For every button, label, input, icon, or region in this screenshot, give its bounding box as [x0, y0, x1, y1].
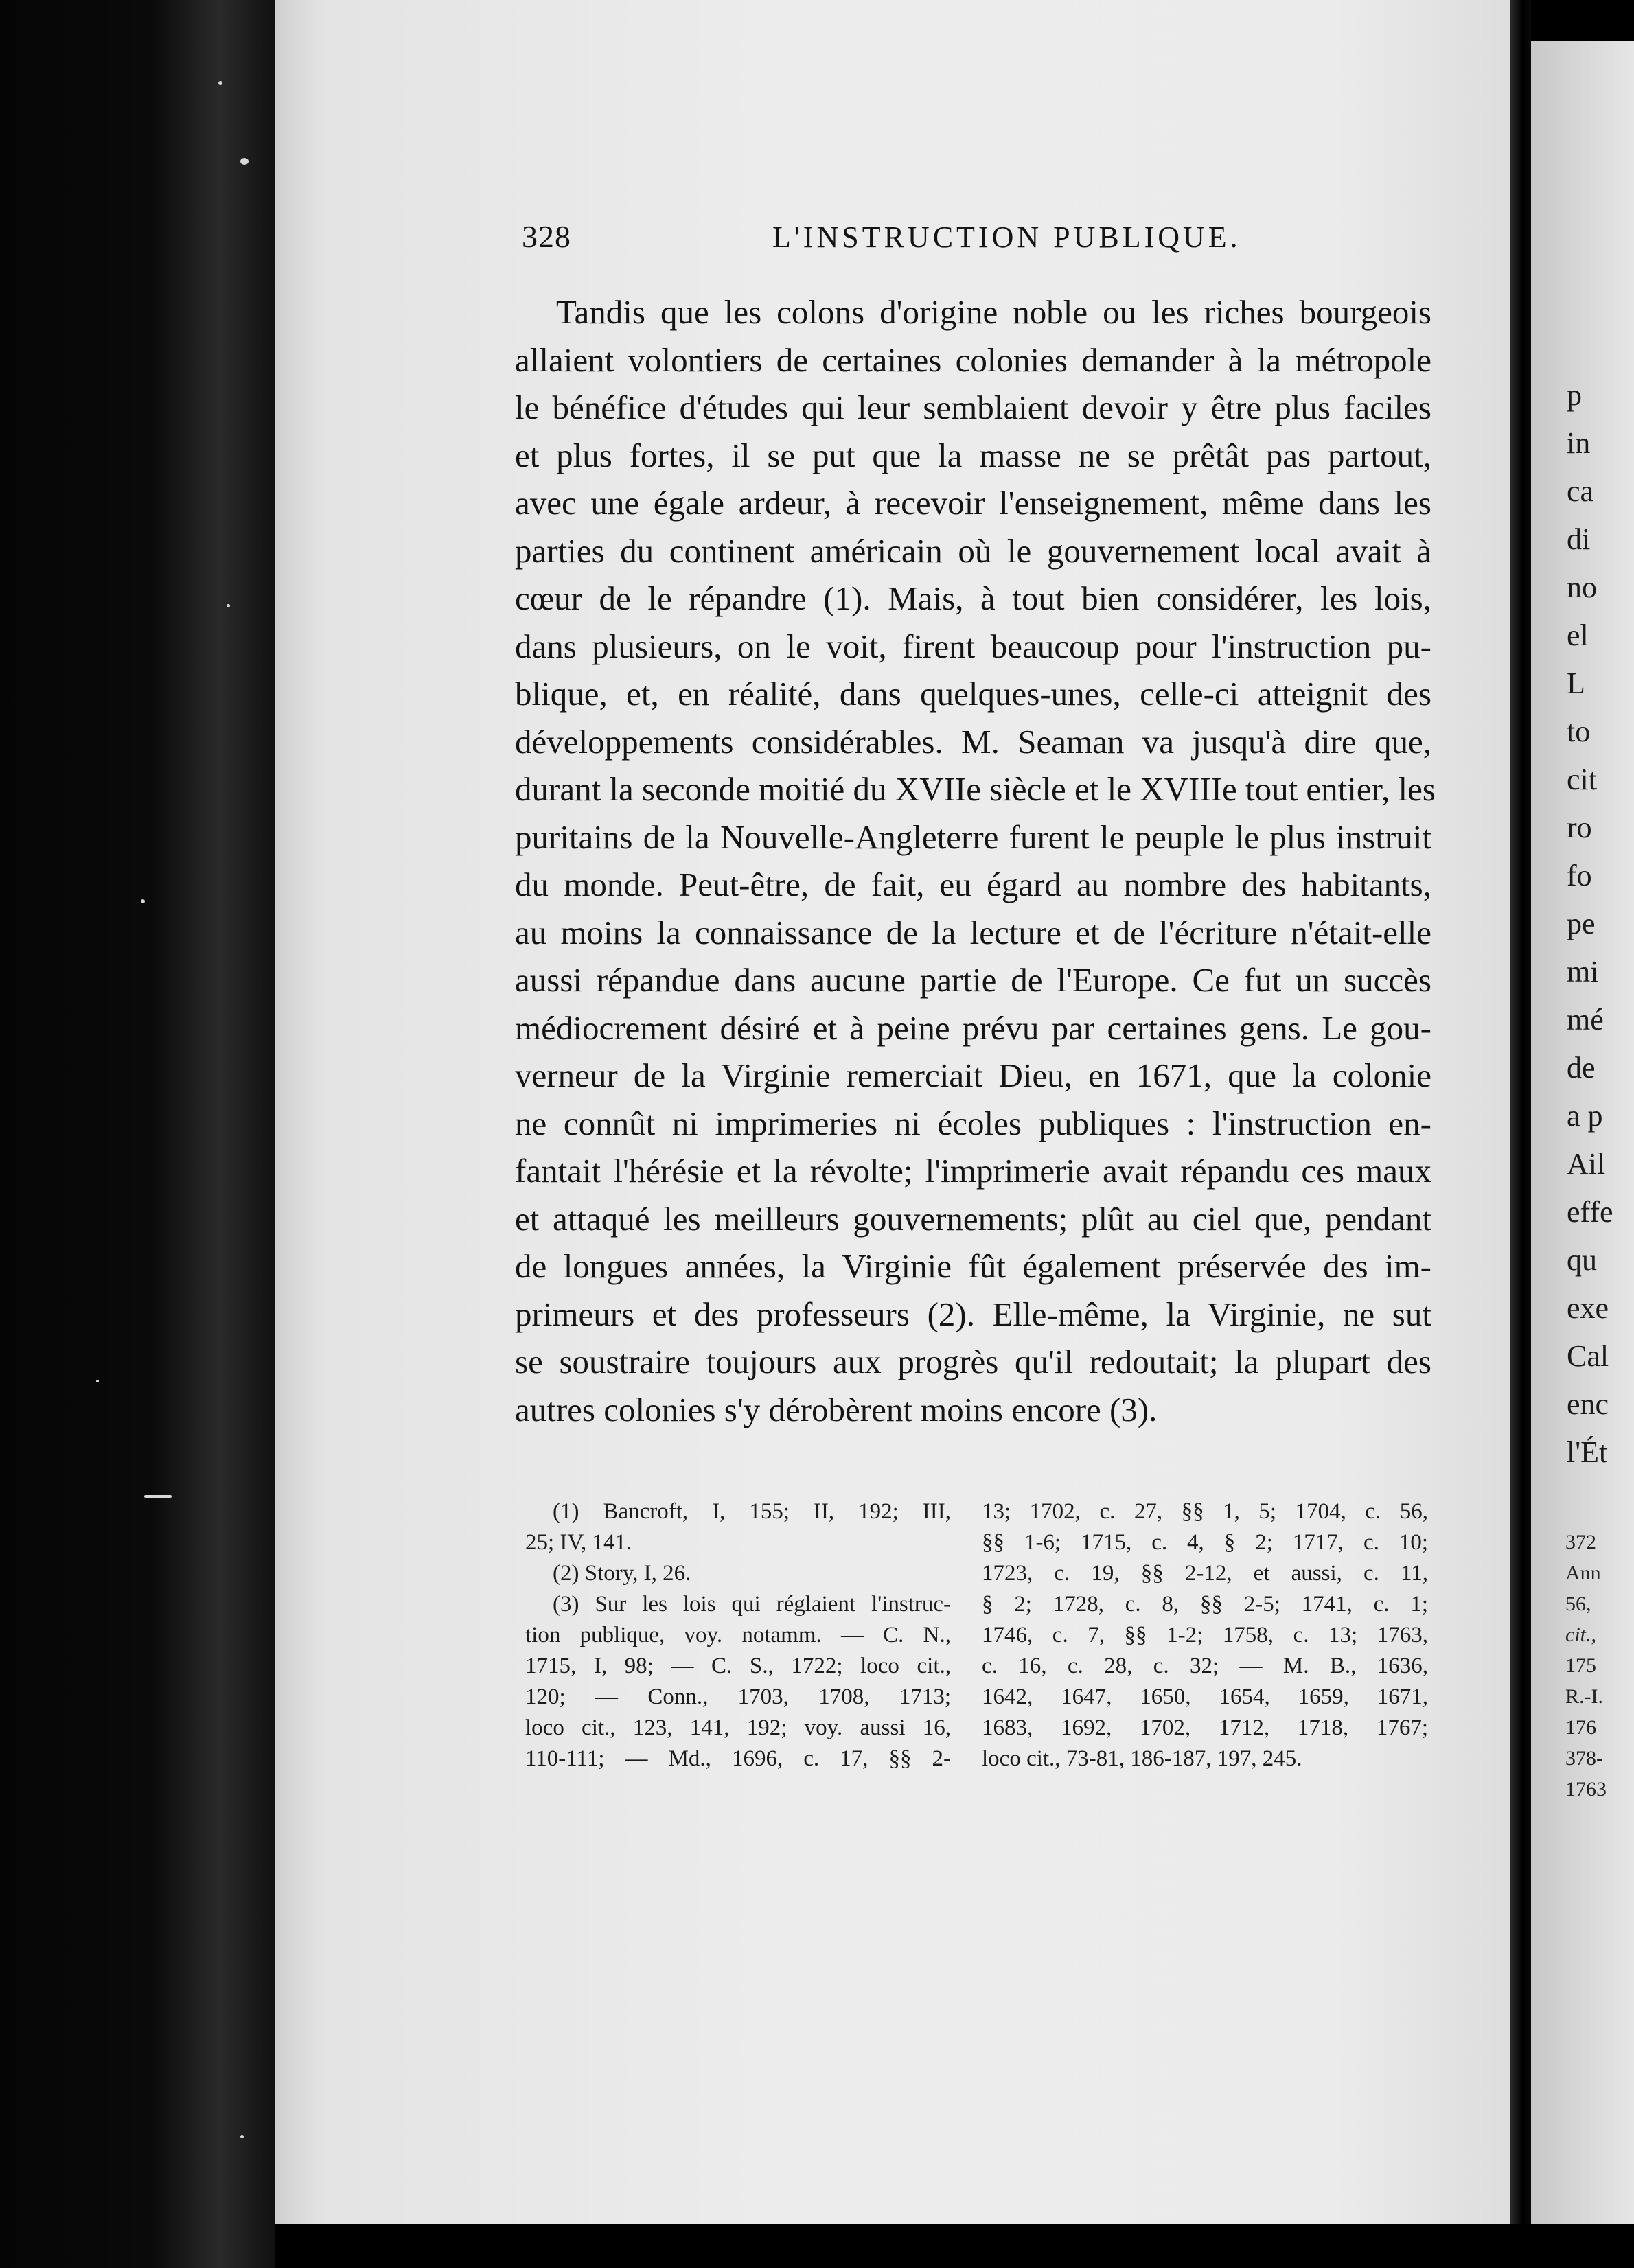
footnote-line: § 2; 1728, c. 8, §§ 2-5; 1741, c. 1;	[982, 1592, 1428, 1617]
next-page-fragment: Cal	[1567, 1339, 1609, 1373]
next-page-fragment: Ail	[1567, 1147, 1606, 1181]
next-page-fragment: ro	[1567, 811, 1592, 844]
body-line: et plus fortes, il se put que la masse ne se prêtât pas partout,	[515, 436, 1431, 474]
footnote-line: c. 16, c. 28, c. 32; — M. B., 1636,	[982, 1654, 1428, 1678]
next-page-fragment: p	[1567, 378, 1582, 412]
running-head	[515, 218, 1435, 259]
left-binding-edge	[0, 0, 275, 2268]
body-text	[515, 288, 1436, 1433]
body-line: développements considérables. M. Seaman va jusqu'à dire que,	[515, 722, 1431, 761]
next-page-fragment: el	[1567, 618, 1589, 652]
body-line: ne connût ni imprimeries ni écoles publiques : l'instruction en-	[515, 1104, 1431, 1142]
next-page-note-fragment: 176	[1565, 1716, 1596, 1739]
next-page-fragment: ca	[1567, 474, 1594, 508]
footnote-line: §§ 1-6; 1715, c. 4, § 2; 1717, c. 10;	[982, 1530, 1428, 1555]
next-page-note-fragment: 1763	[1565, 1778, 1607, 1801]
footnote-line: 1723, c. 19, §§ 2-12, et aussi, c. 11,	[982, 1561, 1428, 1586]
next-page-note-fragment: cit.,	[1565, 1623, 1596, 1646]
next-page-edge	[1531, 41, 1634, 2224]
body-line: fantait l'hérésie et la révolte; l'imprimerie avait répandu ces maux	[515, 1152, 1431, 1190]
body-line: et attaqué les meilleurs gouvernements; plût au ciel que, pendant	[515, 1199, 1431, 1238]
next-page-fragment: l'Ét	[1567, 1435, 1608, 1469]
scanner-bottom-edge	[275, 2224, 1634, 2268]
footnote-line: (2) Story, I, 26.	[553, 1561, 691, 1586]
next-page-fragment: effe	[1567, 1195, 1613, 1229]
footnote-line: loco cit., 73-81, 186-187, 197, 245.	[982, 1746, 1302, 1771]
next-page-fragment: mi	[1567, 955, 1599, 988]
body-line: se soustraire toujours aux progrès qu'il redoutait; la plupart des	[515, 1343, 1431, 1380]
body-line: durant la seconde moitié du XVIIe siècle et le XVIIIe tout entier, les	[515, 770, 1436, 808]
running-title: L'INSTRUCTION PUBLIQUE.	[772, 220, 1241, 254]
next-page-fragment: L	[1567, 667, 1585, 700]
footnote-line: 13; 1702, c. 27, §§ 1, 5; 1704, c. 56,	[982, 1499, 1428, 1524]
next-page-fragment: qu	[1567, 1243, 1597, 1277]
body-line: autres colonies s'y dérobèrent moins encore (3).	[515, 1390, 1158, 1428]
footnote-line: (3) Sur les lois qui réglaient l'instruc-	[553, 1592, 951, 1617]
body-line: verneur de la Virginie remerciait Dieu, en 1671, que la colonie	[515, 1056, 1431, 1094]
footnote-line: 1683, 1692, 1702, 1712, 1718, 1767;	[982, 1715, 1428, 1740]
footnote-line: 110-111; — Md., 1696, c. 17, §§ 2-	[525, 1746, 951, 1771]
page-gutter	[1510, 0, 1531, 2268]
next-page-fragment: fo	[1567, 859, 1592, 892]
body-line: de longues années, la Virginie fût également préservée des im-	[515, 1247, 1431, 1285]
footnote-line: 1746, c. 7, §§ 1-2; 1758, c. 13; 1763,	[982, 1623, 1428, 1647]
next-page-fragment: cit	[1567, 763, 1597, 796]
footnote-line: 1715, I, 98; — C. S., 1722; loco cit.,	[525, 1654, 951, 1678]
footnote-line: 1642, 1647, 1650, 1654, 1659, 1671,	[982, 1685, 1428, 1709]
body-line: médiocrement désiré et à peine prévu par certaines gens. Le gou-	[515, 1008, 1431, 1047]
next-page-note-fragment: 378-	[1565, 1747, 1603, 1770]
body-line: allaient volontiers de certaines colonies demander à la métropole	[515, 340, 1431, 379]
footnote-line: loco cit., 123, 141, 192; voy. aussi 16,	[525, 1715, 951, 1740]
next-page-note-fragment: R.-I.	[1565, 1685, 1603, 1708]
body-line: parties du continent américain où le gouvernement local avait à	[515, 531, 1431, 570]
footnote-line: tion publique, voy. notamm. — C. N.,	[525, 1623, 951, 1647]
next-page-note-fragment: Ann	[1565, 1562, 1601, 1584]
next-page-fragment: a p	[1567, 1099, 1603, 1133]
footnote-line: (1) Bancroft, I, 155; II, 192; III,	[553, 1499, 951, 1524]
body-line: blique, et, en réalité, dans quelques-unes, celle-ci atteignit des	[515, 675, 1431, 713]
body-line: dans plusieurs, on le voit, firent beaucoup pour l'instruction pu-	[515, 627, 1431, 665]
next-page-fragment: enc	[1567, 1387, 1609, 1421]
footnotes-right-column	[982, 1496, 1428, 1774]
body-line: primeurs et des professeurs (2). Elle-même, la Virginie, ne sut	[515, 1295, 1431, 1333]
next-page-fragment: mé	[1567, 1003, 1604, 1037]
page-number: 328	[522, 219, 571, 254]
next-page-fragment: exe	[1567, 1291, 1609, 1325]
next-page-fragment: pe	[1567, 907, 1596, 940]
body-line: avec une égale ardeur, à recevoir l'enseignement, même dans les	[515, 484, 1431, 522]
footnote-line: 120; — Conn., 1703, 1708, 1713;	[525, 1685, 951, 1709]
next-page-fragment: no	[1567, 570, 1597, 604]
body-line: aussi répandue dans aucune partie de l'Europe. Ce fut un succès	[515, 961, 1431, 999]
next-page-note-fragment: 372	[1565, 1531, 1596, 1553]
next-page-fragment: to	[1567, 715, 1591, 748]
next-page-note-fragment: 175	[1565, 1654, 1596, 1677]
next-page-fragment: di	[1567, 522, 1591, 556]
next-page-note-fragment: 56,	[1565, 1593, 1591, 1615]
body-line: au moins la connaissance de la lecture et de l'écriture n'était-elle	[515, 913, 1431, 951]
next-page-fragment: in	[1567, 426, 1591, 460]
footnote-line: 25; IV, 141.	[525, 1530, 632, 1555]
body-line: Tandis que les colons d'origine noble ou les riches bourgeois	[556, 293, 1431, 331]
body-line: du monde. Peut-être, de fait, eu égard au nombre des habitants,	[515, 866, 1431, 903]
next-page-fragment: de	[1567, 1051, 1596, 1085]
body-line: cœur de le répandre (1). Mais, à tout bien considérer, les lois,	[515, 579, 1431, 617]
footnotes-left-column	[525, 1496, 951, 1774]
body-line: le bénéfice d'études qui leur semblaient devoir y être plus faciles	[515, 389, 1431, 426]
body-line: puritains de la Nouvelle-Angleterre furent le peuple le plus instruit	[515, 818, 1431, 856]
